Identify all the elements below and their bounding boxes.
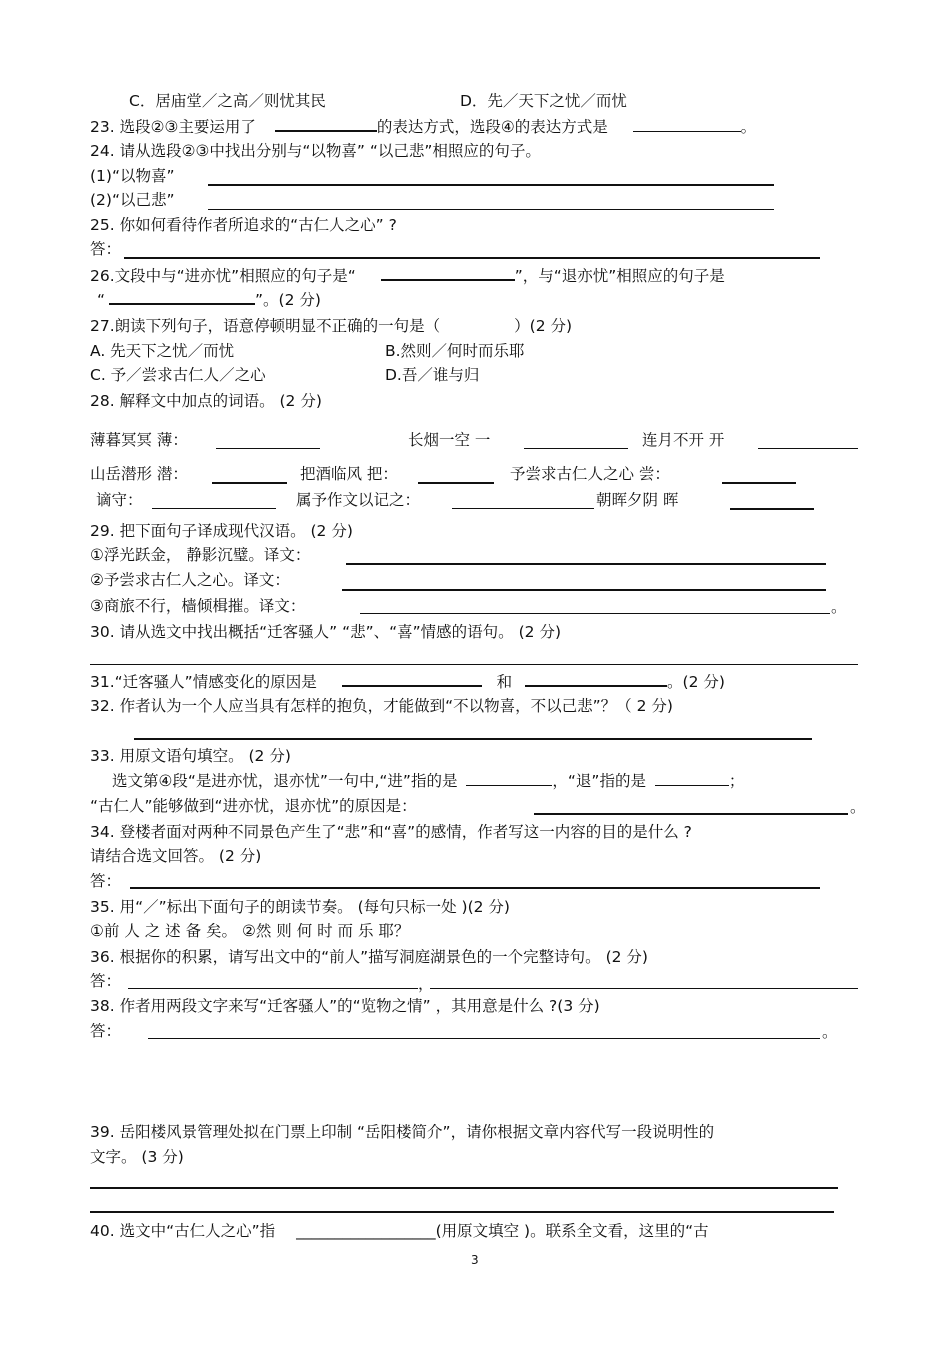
q27-score: ）(2 分) [514,317,573,335]
q27 [90,316,572,336]
q38-answer-label: 答： [90,1022,122,1040]
q23-end: 。 [740,118,757,136]
q33-stem: 33. 用原文语句填空。 (2 分) [90,747,291,765]
q23-text-b: 的表达方式，选段④的表达方式是 [376,118,608,136]
q28-blank-2[interactable] [524,448,628,449]
q33-blank-1[interactable] [466,771,552,786]
q28-blank-9[interactable] [730,508,814,510]
q33-line-1 [112,771,744,791]
q39-line-1: 39. 岳阳楼风景管理处拟在门票上印制 “岳阳楼简介”，请你根据文章内容代写一段说明性的 [90,1123,715,1141]
q38-answer-line[interactable] [148,1038,820,1039]
q27-option-b: B.然则／何时而乐耶 [385,342,525,360]
q36-answer-line-1[interactable] [128,988,418,989]
q28-item-1: 薄暮冥冥 薄： [90,431,188,449]
q29-sentence-3: ③商旅不行，樯倾楫摧。译文： [90,597,306,615]
q28-blank-3[interactable] [758,448,858,449]
q28-item-4: 山岳潜形 潜： [90,465,188,483]
q33-text-a: 选文第④段“是进亦忧，退亦忧”一句中,“进”指的是 [112,772,458,790]
q28-item-9: 朝晖夕阴 晖 [596,491,679,509]
q36-stem: 36. 根据你的积累，请写出文中的“前人”描写洞庭湖景色的一个完整诗句。 (2 分) [90,948,648,966]
q23-text-a: 23. 选段②③主要运用了 [90,118,256,136]
q31-text-b: 和 [496,673,513,691]
q22-option-d: D．先／天下之忧／而忧 [460,92,627,110]
q26-text-d: ”。(2 分) [255,291,321,309]
q25-answer-line[interactable] [124,257,820,259]
q29-answer-line-2[interactable] [342,589,826,591]
q39-line-2: 文字。 (3 分) [90,1148,184,1166]
q28-item-5: 把酒临风 把： [300,465,398,483]
q24-answer-line-1[interactable] [208,184,774,186]
q26-text-a: 26.文段中与“进亦忧”相照应的句子是“ [90,267,356,285]
q31 [90,671,725,692]
q30-answer-line[interactable] [90,664,858,665]
q28-item-6: 予尝求古仁人之心 尝： [510,465,670,483]
q29-answer-line-3[interactable] [360,613,830,614]
q36-comma: ， [418,975,434,993]
q35-stem: 35. 用“／”标出下面句子的朗读节奏。 (每句只标一处 )(2 分) [90,898,510,916]
q23-blank-1[interactable] [275,116,377,132]
q28-blank-1[interactable] [216,448,320,449]
q36-answer-line-2[interactable] [430,988,858,989]
q33-blank-2[interactable] [655,771,729,786]
q26-open-quote: “ [97,291,106,309]
q26-text-b: ”，与“退亦忧”相照应的句子是 [514,267,725,285]
q27-option-a: A. 先天下之忧／而忧 [90,342,235,360]
q25-answer-label: 答： [90,240,122,258]
q31-blank-2[interactable] [525,671,667,687]
q32-stem: 32. 作者认为一个人应当具有怎样的抱负，才能做到“不以物喜，不以己悲”？（ 2 分) [90,697,673,715]
q26-blank-2[interactable] [109,289,255,305]
q26 [90,265,725,286]
q24-sub-2: (2)“以己悲” [90,191,175,209]
q32-answer-line[interactable] [134,738,812,740]
q39-answer-line-2[interactable] [90,1211,834,1213]
q31-text-a: 31.“迁客骚人”情感变化的原因是 [90,673,317,691]
page-number: 3 [471,1253,479,1267]
q28-blank-4[interactable] [212,482,287,484]
q33-end: 。 [850,798,866,816]
q24-answer-line-2[interactable] [208,209,774,210]
q28-stem: 28. 解释文中加点的词语。 (2 分) [90,392,322,410]
q35-sentences[interactable]: ①前 人 之 述 备 矣。 ②然 则 何 时 而 乐 耶？ [90,922,410,940]
q26-line-2 [97,289,321,310]
q33-line-2: “古仁人”能够做到“进亦忧，退亦忧”的原因是： [90,797,417,815]
q34-stem: 34. 登楼者面对两种不同景色产生了“悲”和“喜”的感情，作者写这一内容的目的是什么 ? [90,823,692,841]
q22-option-c: C．居庙堂／之高／则忧其民 [129,92,326,110]
q34-answer-label: 答： [90,872,122,890]
q33-text-b: ，“退”指的是 [552,772,646,790]
q40-text-a: 40. 选文中“古仁人之心”指 [90,1222,276,1240]
q28-item-2: 长烟一空 一 [408,431,491,449]
q24-sub-1: (1)“以物喜” [90,167,175,185]
q38-end: 。 [822,1023,838,1041]
q29-sentence-1: ①浮光跃金， 静影沉璧。译文： [90,546,311,564]
q40 [90,1221,709,1241]
q36-answer-label: 答： [90,972,122,990]
q40-text-b: (用原文填空 )。联系全文看，这里的“古 [435,1222,709,1240]
q40-blank[interactable]: __________________ [296,1222,436,1240]
q28-item-8: 属予作文以记之： [296,491,421,509]
q33-blank-3[interactable] [534,813,848,815]
q28-item-7: 谪守： [96,491,143,509]
q23 [90,116,756,137]
q28-item-3: 连月不开 开 [642,431,725,449]
q29-answer-line-1[interactable] [346,563,826,565]
q31-blank-1[interactable] [342,671,482,687]
q28-blank-6[interactable] [722,482,796,484]
q28-blank-5[interactable] [418,482,494,484]
q30-stem: 30. 请从选文中找出概括“迁客骚人” “悲”、“喜”情感的语句。 (2 分) [90,623,561,641]
q34-answer-line[interactable] [130,887,820,889]
q33-text-c: ； [728,772,745,790]
q31-text-c: 。(2 分) [667,673,725,691]
q24-stem: 24. 请从选段②③中找出分别与“以物喜” “以己悲”相照应的句子。 [90,142,541,160]
q29-end: 。 [831,598,847,616]
q34-line-2: 请结合选文回答。 (2 分) [90,847,262,865]
q28-blank-7[interactable] [152,508,276,509]
q29-sentence-2: ②予尝求古仁人之心。译文： [90,571,290,589]
q25-stem: 25. 你如何看待作者所追求的“古仁人之心” ? [90,216,397,234]
q27-option-c: C. 予／尝求古仁人／之心 [90,366,266,384]
q27-option-d: D.吾／谁与归 [385,366,480,384]
q26-blank-1[interactable] [381,265,515,281]
q38-stem: 38. 作者用两段文字来写“迁客骚人”的“览物之情” ，其用意是什么 ?(3 分) [90,997,600,1015]
q23-blank-2[interactable] [633,117,741,132]
q28-blank-8[interactable] [452,508,594,509]
q39-answer-line-1[interactable] [90,1187,838,1189]
q29-stem: 29. 把下面句子译成现代汉语。 (2 分) [90,522,353,540]
q27-stem: 27.朗读下列句子，语意停顿明显不正确的一句是（ [90,317,441,335]
